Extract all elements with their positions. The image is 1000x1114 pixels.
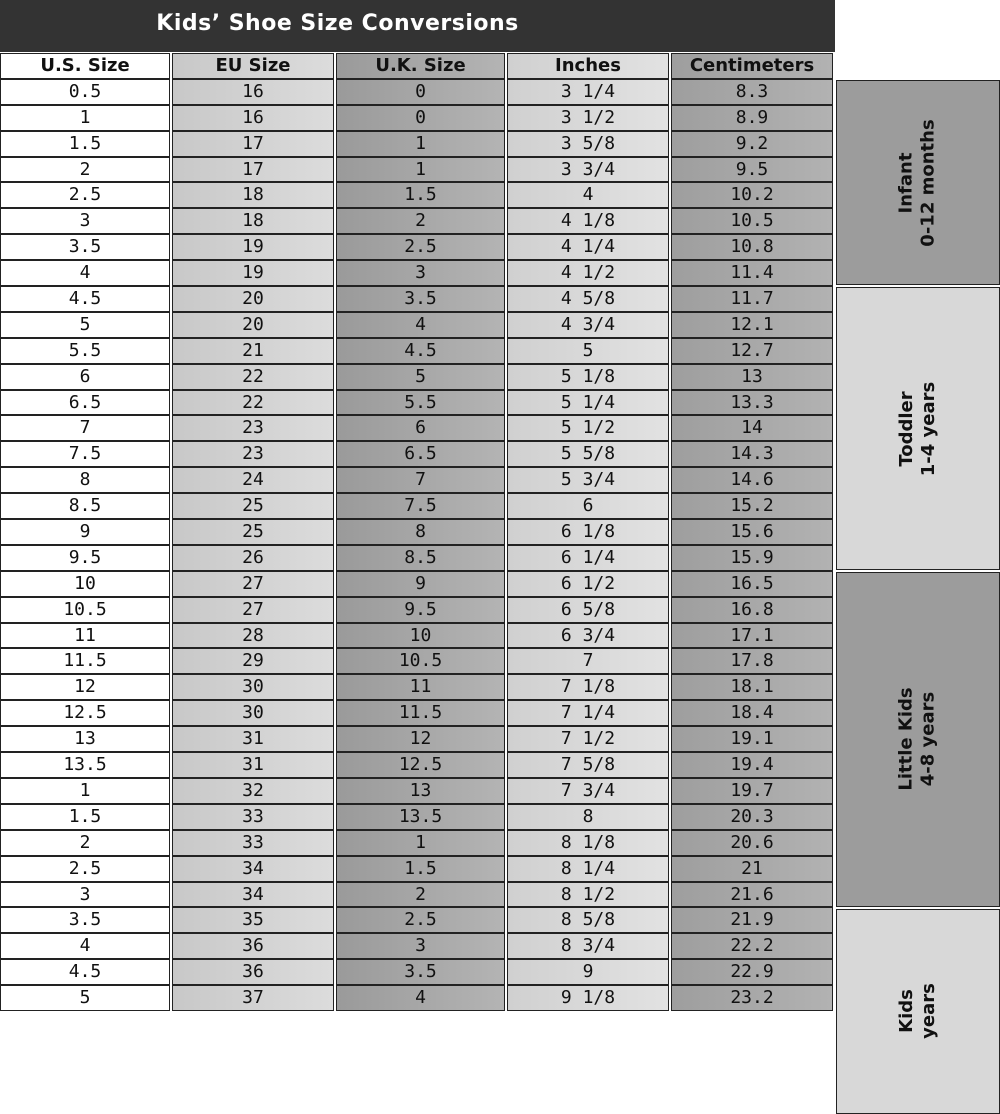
uk-size-cell: 2.5 <box>336 234 505 260</box>
us-size-cell: 0.5 <box>0 79 170 105</box>
inches-cell: 6 1/8 <box>507 519 669 545</box>
uk-size-cell: 6.5 <box>336 441 505 467</box>
eu-size-cell: 33 <box>172 804 334 830</box>
inches-cell: 4 1/4 <box>507 234 669 260</box>
inches-cell: 3 1/4 <box>507 79 669 105</box>
uk-size-cell: 12.5 <box>336 752 505 778</box>
uk-size-cell: 2.5 <box>336 907 505 933</box>
inches-cell: 6 <box>507 493 669 519</box>
table-row <box>0 856 835 882</box>
centimeters-cell: 19.1 <box>671 726 833 752</box>
centimeters-cell: 20.6 <box>671 830 833 856</box>
uk-size-cell: 11 <box>336 674 505 700</box>
eu-size-cell: 24 <box>172 467 334 493</box>
inches-cell: 8 1/4 <box>507 856 669 882</box>
table-row <box>0 234 835 260</box>
centimeters-cell: 9.5 <box>671 157 833 183</box>
age-group-name: Infant <box>895 152 917 214</box>
inches-cell: 5 1/4 <box>507 390 669 416</box>
centimeters-cell: 19.7 <box>671 778 833 804</box>
us-size-cell: 6.5 <box>0 390 170 416</box>
eu-size-cell: 18 <box>172 208 334 234</box>
table-row <box>0 208 835 234</box>
us-size-cell: 2 <box>0 157 170 183</box>
us-size-cell: 2 <box>0 830 170 856</box>
uk-size-cell: 9.5 <box>336 597 505 623</box>
eu-size-cell: 27 <box>172 571 334 597</box>
header-centimeters: Centimeters <box>671 53 833 79</box>
eu-size-cell: 18 <box>172 182 334 208</box>
inches-cell: 8 1/2 <box>507 882 669 908</box>
inches-cell: 5 1/8 <box>507 364 669 390</box>
uk-size-cell: 1.5 <box>336 856 505 882</box>
centimeters-cell: 15.9 <box>671 545 833 571</box>
us-size-cell: 5.5 <box>0 338 170 364</box>
table-row <box>0 830 835 856</box>
us-size-cell: 4 <box>0 933 170 959</box>
table-row <box>0 882 835 908</box>
centimeters-cell: 21 <box>671 856 833 882</box>
age-group <box>836 909 1000 1114</box>
chart-title <box>0 0 835 52</box>
eu-size-cell: 36 <box>172 933 334 959</box>
inches-cell: 4 1/2 <box>507 260 669 286</box>
uk-size-cell: 11.5 <box>336 700 505 726</box>
centimeters-cell: 21.6 <box>671 882 833 908</box>
eu-size-cell: 30 <box>172 700 334 726</box>
uk-size-cell: 13.5 <box>336 804 505 830</box>
us-size-cell: 4.5 <box>0 286 170 312</box>
inches-cell: 4 3/4 <box>507 312 669 338</box>
uk-size-cell: 4.5 <box>336 338 505 364</box>
uk-size-cell: 6 <box>336 415 505 441</box>
age-group-range: 1-4 years <box>918 381 939 476</box>
header-us-size: U.S. Size <box>0 53 170 79</box>
eu-size-cell: 36 <box>172 959 334 985</box>
uk-size-cell: 10 <box>336 623 505 649</box>
us-size-cell: 2.5 <box>0 856 170 882</box>
eu-size-cell: 23 <box>172 415 334 441</box>
us-size-cell: 12.5 <box>0 700 170 726</box>
uk-size-cell: 12 <box>336 726 505 752</box>
header-row <box>0 53 835 79</box>
us-size-cell: 11.5 <box>0 648 170 674</box>
table-row <box>0 571 835 597</box>
table-row <box>0 131 835 157</box>
uk-size-cell: 8 <box>336 519 505 545</box>
us-size-cell: 9.5 <box>0 545 170 571</box>
table-row <box>0 804 835 830</box>
eu-size-cell: 20 <box>172 286 334 312</box>
eu-size-cell: 21 <box>172 338 334 364</box>
eu-size-cell: 23 <box>172 441 334 467</box>
centimeters-cell: 10.2 <box>671 182 833 208</box>
us-size-cell: 8 <box>0 467 170 493</box>
eu-size-cell: 34 <box>172 856 334 882</box>
us-size-cell: 1.5 <box>0 131 170 157</box>
us-size-cell: 5 <box>0 312 170 338</box>
centimeters-cell: 17.8 <box>671 648 833 674</box>
centimeters-cell: 14.3 <box>671 441 833 467</box>
inches-cell: 8 <box>507 804 669 830</box>
us-size-cell: 4 <box>0 260 170 286</box>
uk-size-cell: 2 <box>336 882 505 908</box>
title-text: Kids’ Shoe Size Conversions <box>156 11 519 36</box>
eu-size-cell: 20 <box>172 312 334 338</box>
us-size-cell: 3 <box>0 208 170 234</box>
us-size-cell: 11 <box>0 623 170 649</box>
centimeters-cell: 13.3 <box>671 390 833 416</box>
us-size-cell: 10 <box>0 571 170 597</box>
centimeters-cell: 12.7 <box>671 338 833 364</box>
uk-size-cell: 7.5 <box>336 493 505 519</box>
us-size-cell: 8.5 <box>0 493 170 519</box>
eu-size-cell: 28 <box>172 623 334 649</box>
inches-cell: 6 5/8 <box>507 597 669 623</box>
centimeters-cell: 19.4 <box>671 752 833 778</box>
us-size-cell: 3 <box>0 882 170 908</box>
eu-size-cell: 17 <box>172 131 334 157</box>
table-row <box>0 390 835 416</box>
us-size-cell: 13.5 <box>0 752 170 778</box>
eu-size-cell: 16 <box>172 79 334 105</box>
uk-size-cell: 1 <box>336 131 505 157</box>
eu-size-cell: 31 <box>172 752 334 778</box>
us-size-cell: 1.5 <box>0 804 170 830</box>
table-row <box>0 985 835 1011</box>
us-size-cell: 1 <box>0 105 170 131</box>
inches-cell: 8 5/8 <box>507 907 669 933</box>
header-uk-size: U.K. Size <box>336 53 505 79</box>
table-row <box>0 752 835 778</box>
uk-size-cell: 13 <box>336 778 505 804</box>
age-group-name: Little Kids <box>896 687 917 792</box>
table-row <box>0 623 835 649</box>
table-row <box>0 519 835 545</box>
age-group-range: 0-12 months <box>917 118 939 247</box>
eu-size-cell: 19 <box>172 234 334 260</box>
centimeters-cell: 15.2 <box>671 493 833 519</box>
eu-size-cell: 22 <box>172 390 334 416</box>
uk-size-cell: 4 <box>336 312 505 338</box>
table-row <box>0 286 835 312</box>
us-size-cell: 10.5 <box>0 597 170 623</box>
eu-size-cell: 16 <box>172 105 334 131</box>
centimeters-cell: 8.9 <box>671 105 833 131</box>
table-row <box>0 674 835 700</box>
inches-cell: 9 <box>507 959 669 985</box>
eu-size-cell: 27 <box>172 597 334 623</box>
age-group-range: years <box>918 983 939 1040</box>
table-row <box>0 700 835 726</box>
centimeters-cell: 11.4 <box>671 260 833 286</box>
eu-size-cell: 30 <box>172 674 334 700</box>
us-size-cell: 4.5 <box>0 959 170 985</box>
inches-cell: 6 1/4 <box>507 545 669 571</box>
size-table <box>0 53 835 1011</box>
table-row <box>0 105 835 131</box>
uk-size-cell: 3 <box>336 933 505 959</box>
uk-size-cell: 5.5 <box>336 390 505 416</box>
eu-size-cell: 19 <box>172 260 334 286</box>
age-group-label <box>896 984 940 1040</box>
uk-size-cell: 1 <box>336 157 505 183</box>
uk-size-cell: 4 <box>336 985 505 1011</box>
table-row <box>0 907 835 933</box>
centimeters-cell: 16.5 <box>671 571 833 597</box>
inches-cell: 5 <box>507 338 669 364</box>
uk-size-cell: 1 <box>336 830 505 856</box>
us-size-cell: 13 <box>0 726 170 752</box>
table-row <box>0 778 835 804</box>
centimeters-cell: 10.5 <box>671 208 833 234</box>
table-row <box>0 338 835 364</box>
table-row <box>0 493 835 519</box>
us-size-cell: 5 <box>0 985 170 1011</box>
centimeters-cell: 18.1 <box>671 674 833 700</box>
table-row <box>0 415 835 441</box>
inches-cell: 5 5/8 <box>507 441 669 467</box>
centimeters-cell: 8.3 <box>671 79 833 105</box>
inches-cell: 7 1/8 <box>507 674 669 700</box>
centimeters-cell: 11.7 <box>671 286 833 312</box>
table-row <box>0 545 835 571</box>
uk-size-cell: 10.5 <box>336 648 505 674</box>
uk-size-cell: 5 <box>336 364 505 390</box>
inches-cell: 6 3/4 <box>507 623 669 649</box>
table-row <box>0 260 835 286</box>
header-eu-size: EU Size <box>172 53 334 79</box>
centimeters-cell: 13 <box>671 364 833 390</box>
centimeters-cell: 22.9 <box>671 959 833 985</box>
age-group-label <box>896 119 940 246</box>
centimeters-cell: 15.6 <box>671 519 833 545</box>
table-row <box>0 467 835 493</box>
uk-size-cell: 2 <box>336 208 505 234</box>
inches-cell: 7 <box>507 648 669 674</box>
inches-cell: 7 3/4 <box>507 778 669 804</box>
age-group-label <box>896 688 940 791</box>
age-group <box>836 80 1000 285</box>
table-row <box>0 364 835 390</box>
eu-size-cell: 34 <box>172 882 334 908</box>
table-row <box>0 648 835 674</box>
eu-size-cell: 29 <box>172 648 334 674</box>
us-size-cell: 3.5 <box>0 907 170 933</box>
us-size-cell: 7 <box>0 415 170 441</box>
inches-cell: 3 3/4 <box>507 157 669 183</box>
eu-size-cell: 22 <box>172 364 334 390</box>
inches-cell: 5 3/4 <box>507 467 669 493</box>
age-group-range: 4-8 years <box>918 692 939 787</box>
inches-cell: 8 3/4 <box>507 933 669 959</box>
table-body <box>0 79 835 1011</box>
age-group-label <box>896 381 940 475</box>
centimeters-cell: 22.2 <box>671 933 833 959</box>
inches-cell: 7 1/4 <box>507 700 669 726</box>
age-group-name: Kids <box>896 989 917 1034</box>
inches-cell: 7 5/8 <box>507 752 669 778</box>
uk-size-cell: 0 <box>336 79 505 105</box>
uk-size-cell: 3.5 <box>336 959 505 985</box>
eu-size-cell: 17 <box>172 157 334 183</box>
table-row <box>0 597 835 623</box>
age-group-name: Toddler <box>896 390 917 467</box>
table-row <box>0 182 835 208</box>
inches-cell: 9 1/8 <box>507 985 669 1011</box>
eu-size-cell: 31 <box>172 726 334 752</box>
centimeters-cell: 16.8 <box>671 597 833 623</box>
centimeters-cell: 10.8 <box>671 234 833 260</box>
eu-size-cell: 32 <box>172 778 334 804</box>
us-size-cell: 6 <box>0 364 170 390</box>
eu-size-cell: 35 <box>172 907 334 933</box>
centimeters-cell: 9.2 <box>671 131 833 157</box>
eu-size-cell: 33 <box>172 830 334 856</box>
centimeters-cell: 20.3 <box>671 804 833 830</box>
uk-size-cell: 7 <box>336 467 505 493</box>
age-group <box>836 287 1000 570</box>
centimeters-cell: 12.1 <box>671 312 833 338</box>
header-inches: Inches <box>507 53 669 79</box>
centimeters-cell: 21.9 <box>671 907 833 933</box>
us-size-cell: 1 <box>0 778 170 804</box>
eu-size-cell: 37 <box>172 985 334 1011</box>
inches-cell: 4 1/8 <box>507 208 669 234</box>
inches-cell: 8 1/8 <box>507 830 669 856</box>
centimeters-cell: 14.6 <box>671 467 833 493</box>
centimeters-cell: 17.1 <box>671 623 833 649</box>
eu-size-cell: 26 <box>172 545 334 571</box>
uk-size-cell: 8.5 <box>336 545 505 571</box>
inches-cell: 4 5/8 <box>507 286 669 312</box>
eu-size-cell: 25 <box>172 519 334 545</box>
inches-cell: 5 1/2 <box>507 415 669 441</box>
centimeters-cell: 18.4 <box>671 700 833 726</box>
table-row <box>0 959 835 985</box>
us-size-cell: 3.5 <box>0 234 170 260</box>
inches-cell: 7 1/2 <box>507 726 669 752</box>
us-size-cell: 2.5 <box>0 182 170 208</box>
us-size-cell: 7.5 <box>0 441 170 467</box>
table-row <box>0 79 835 105</box>
inches-cell: 4 <box>507 182 669 208</box>
table-row <box>0 312 835 338</box>
uk-size-cell: 1.5 <box>336 182 505 208</box>
table-row <box>0 726 835 752</box>
inches-cell: 6 1/2 <box>507 571 669 597</box>
us-size-cell: 9 <box>0 519 170 545</box>
age-group <box>836 572 1000 907</box>
eu-size-cell: 25 <box>172 493 334 519</box>
uk-size-cell: 0 <box>336 105 505 131</box>
table-row <box>0 441 835 467</box>
us-size-cell: 12 <box>0 674 170 700</box>
centimeters-cell: 23.2 <box>671 985 833 1011</box>
inches-cell: 3 5/8 <box>507 131 669 157</box>
uk-size-cell: 3.5 <box>336 286 505 312</box>
inches-cell: 3 1/2 <box>507 105 669 131</box>
table-row <box>0 933 835 959</box>
uk-size-cell: 9 <box>336 571 505 597</box>
table-row <box>0 157 835 183</box>
uk-size-cell: 3 <box>336 260 505 286</box>
centimeters-cell: 14 <box>671 415 833 441</box>
